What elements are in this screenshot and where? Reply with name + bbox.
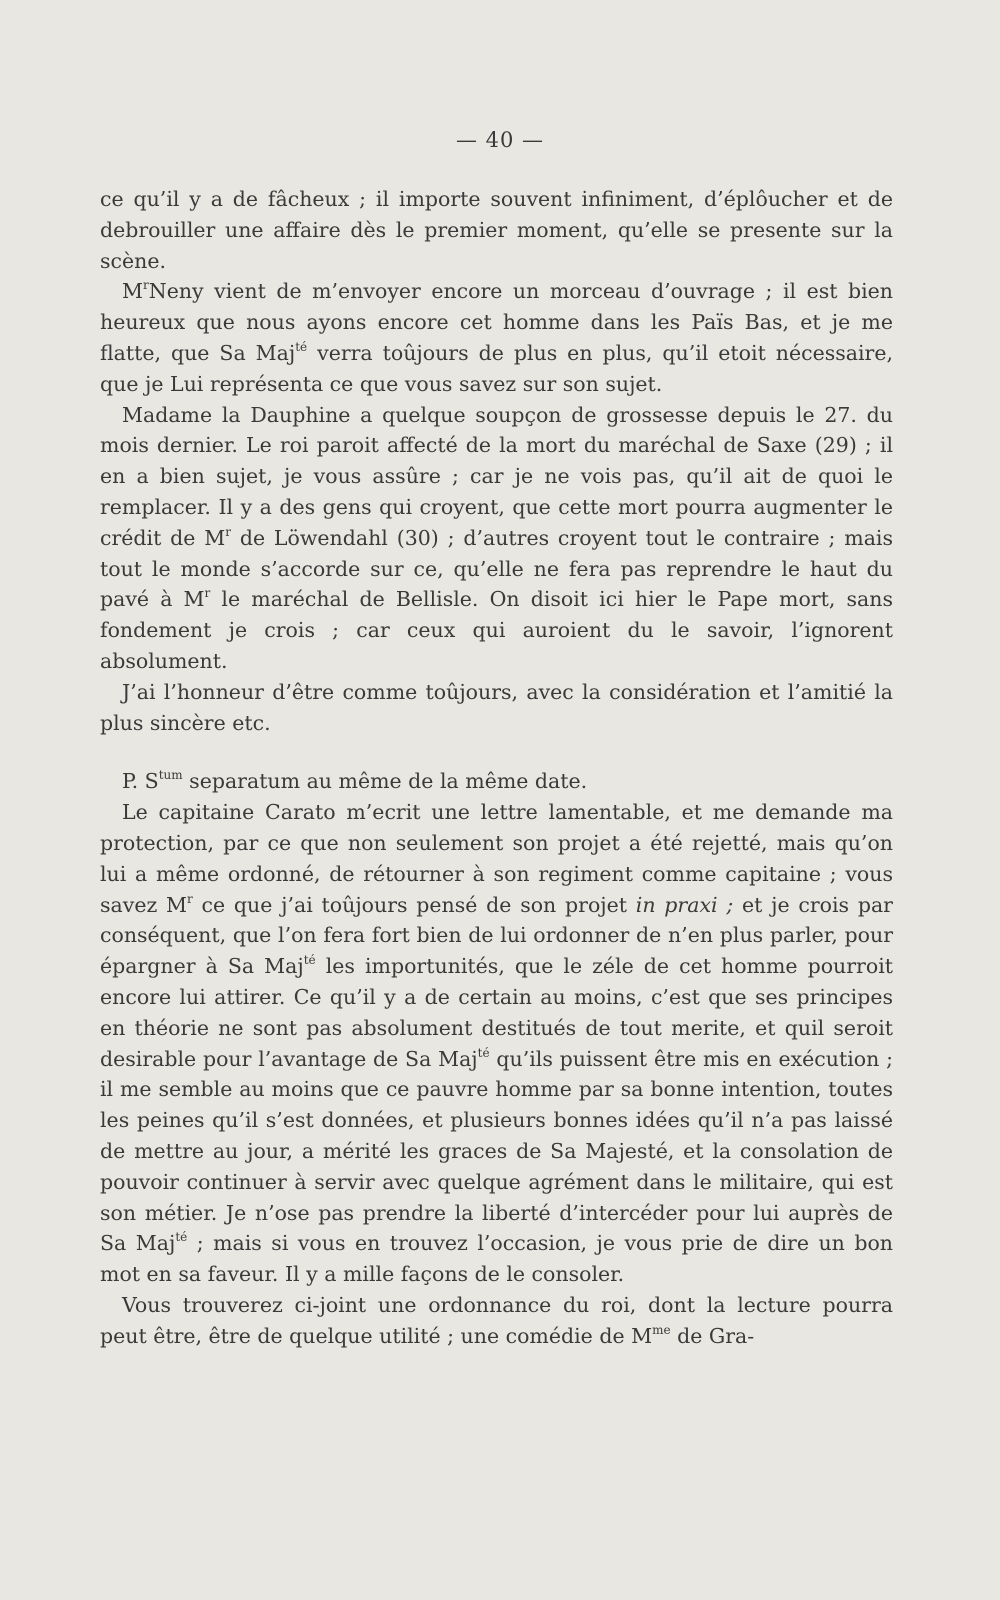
text-run: et je crois par conséquent, que l’on fera fort bien de lui ordonner de n’en plus parler, pour épargner à Sa Maj [100, 892, 893, 979]
text-run: Le capitaine Carato m’ecrit une lettre lamentable, et me demande ma protection, par ce que non seulement son projet a été rejetté, mais qu’on lui a même ordonné, de rétourner à son regiment comme capitaine ; vous savez M [100, 800, 893, 917]
paragraph [100, 797, 893, 1290]
superscript-abbrev: r [187, 891, 193, 906]
postscript-heading [100, 766, 893, 797]
text-run: Madame la Dauphine a quelque soupçon de grossesse depuis le 27. du mois dernier. Le roi paroit affecté de la mort du maréchal de Saxe (29) ; il en a bien sujet, je vous assûre ; car je ne vois pas, qu’il ait de quoi le remplacer. Il y a des gens qui croyent, que cette mort pourra augmenter le crédit de M [100, 402, 893, 550]
superscript-abbrev: té [175, 1230, 188, 1245]
paragraph [100, 184, 893, 276]
text-run: Vous trouverez ci-joint une ordonnance du roi, dont la lecture pourra peut être, être de quelque utilité ; une comédie de M [100, 1292, 893, 1348]
text-run: P. S [122, 769, 159, 794]
text-run: ; mais si vous en trouvez l’occasion, je vous prie de dire un bon mot en sa faveur. Il y a mille façons de le consoler. [100, 1231, 893, 1287]
superscript-abbrev: té [303, 953, 316, 968]
text-run: de Gra- [670, 1323, 755, 1348]
text-run: ce qu’il y a de fâcheux ; il importe souvent infiniment, d’éplôucher et de debrouiller une affaire dès le premier moment, qu’elle se presente sur la scène. [100, 187, 893, 273]
text-run: qu’ils puissent être mis en exécution ; il me semble au moins que ce pauvre homme par sa bonne intention, toutes les peines qu’il s’est données, et plusieurs bonnes idées qu’il n’a pas laissé de mettre au jour, a mérité les graces de Sa Majesté, et la consolation de pouvoir continuer à servir avec quelque agrément dans le militaire, qui est son métier. Je n’ose pas prendre la liberté d’intercéder pour lui auprès de Sa Maj [100, 1046, 893, 1256]
superscript-abbrev: tum [158, 768, 183, 783]
text-run: verra toûjours de plus en plus, qu’il etoit nécessaire, que je Lui représenta ce que vous savez sur son sujet. [100, 340, 893, 396]
paragraph [100, 276, 893, 399]
paragraph [100, 400, 893, 677]
superscript-abbrev: r [204, 586, 211, 601]
text-run: Neny vient de m’envoyer encore un morceau d’ouvrage ; il est bien heureux que nous ayons encore cet homme dans les Païs Bas, et je me flatte, que Sa Maj [100, 279, 893, 365]
superscript-abbrev: r [143, 278, 149, 293]
text-run: J’ai l’honneur d’être comme toûjours, avec la considération et l’amitié la plus sincère etc. [100, 679, 893, 735]
paragraph [100, 677, 893, 739]
text-run: les importunités, que le zéle de cet homme pourroit encore lui attirer. Ce qu’il y a de certain au moins, c’est que ses principes en théorie ne sont pas absolument destitués de tout merite, et quil seroit desirable pour l’avantage de Sa Maj [100, 954, 893, 1071]
text-run: le maréchal de Bellisle. On disoit ici hier le Pape mort, sans fondement je crois ; car ceux qui auroient du le savoir, l’ignorent absolument. [100, 587, 893, 673]
text-run: M [122, 279, 143, 304]
italic-text: in praxi ; [635, 892, 734, 917]
text-run: separatum au même de la même date. [182, 769, 588, 794]
superscript-abbrev: r [225, 524, 231, 539]
text-run: de Löwendahl (30) ; d’autres croyent tout le contraire ; mais tout le monde s’accorde sur ce, qu’elle ne fera pas reprendre le haut du pavé à M [100, 525, 893, 612]
paragraph [100, 1290, 893, 1352]
superscript-abbrev: té [295, 339, 308, 354]
body-text [100, 184, 893, 1351]
text-run: ce que j’ai toûjours pensé de son projet [192, 892, 636, 917]
superscript-abbrev: me [652, 1322, 671, 1337]
superscript-abbrev: té [477, 1045, 490, 1060]
page-number: — 40 — [455, 128, 545, 152]
